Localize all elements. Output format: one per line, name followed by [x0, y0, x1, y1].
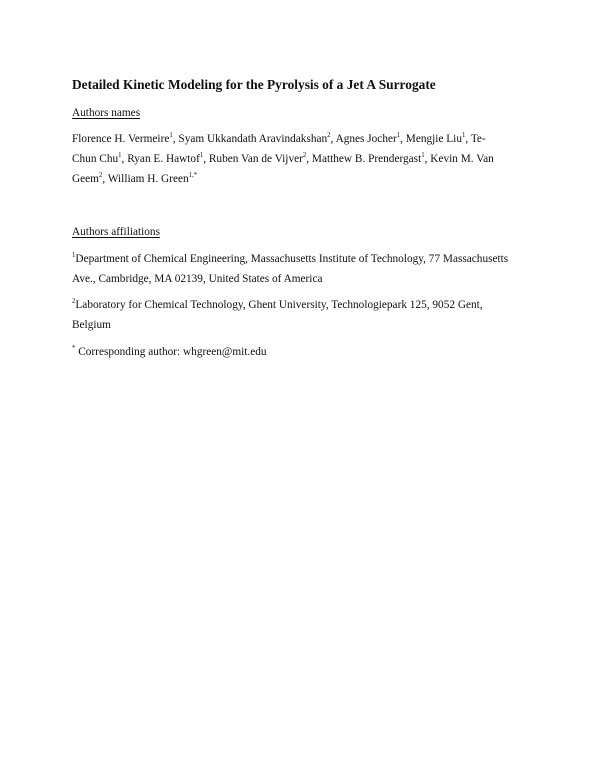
- author-list: [72, 129, 532, 189]
- author-text: , Ruben Van de Vijver: [203, 153, 303, 165]
- author-text: Chun Chu: [72, 153, 119, 165]
- corresponding-marker: *: [72, 345, 76, 352]
- affiliation-line: [72, 295, 532, 315]
- author-superscript: 2: [98, 172, 103, 179]
- authors-heading: Authors names: [72, 107, 141, 119]
- affiliation-line: [72, 315, 532, 335]
- affiliation-item: [72, 249, 532, 289]
- affiliation-marker: 2: [72, 298, 76, 305]
- author-text: , Te-: [465, 133, 486, 145]
- author-text: , Ryan E. Hawtof: [121, 153, 200, 165]
- paper-title: Detailed Kinetic Modeling for the Pyrolysis of a Jet A Surrogate: [72, 77, 436, 92]
- author-superscript: 2: [327, 132, 331, 139]
- author-superscript: 1: [199, 152, 204, 159]
- author-superscript: 1: [461, 132, 466, 139]
- author-text: , Mengjie Liu: [400, 133, 462, 145]
- author-superscript: 1: [118, 152, 122, 159]
- author-line: [72, 129, 532, 149]
- affiliation-marker: 1: [72, 252, 76, 259]
- author-text: , Matthew B. Prendergast: [306, 153, 422, 165]
- affiliation-text: Belgium: [72, 319, 111, 331]
- author-text: , William H. Green: [102, 173, 189, 185]
- corresponding-author: [72, 342, 532, 362]
- affiliation-text: Ave., Cambridge, MA 02139, United States of America: [72, 273, 323, 285]
- affiliation-item: [72, 295, 532, 335]
- affiliation-line: [72, 269, 532, 289]
- author-superscript: 2: [302, 152, 307, 159]
- author-text: , Agnes Jocher: [330, 133, 397, 145]
- affiliation-text: Department of Chemical Engineering, Massachusetts Institute of Technology, 77 Massachusetts: [75, 253, 509, 265]
- author-text: , Kevin M. Van: [424, 153, 494, 165]
- author-text: , Syam Ukkandath Aravindakshan: [172, 133, 328, 145]
- author-superscript: 1,*: [188, 172, 198, 179]
- affiliations-heading: Authors affiliations: [72, 226, 160, 238]
- author-superscript: 1: [169, 132, 173, 139]
- author-superscript: 1: [396, 132, 401, 139]
- affiliation-line: [72, 249, 532, 269]
- corresponding-line: [72, 342, 532, 362]
- author-line: [72, 169, 532, 189]
- affiliation-text: Laboratory for Chemical Technology, Ghent University, Technologiepark 125, 9052 Gent,: [75, 299, 483, 311]
- author-superscript: 1: [421, 152, 425, 159]
- author-text: Florence H. Vermeire: [72, 133, 170, 145]
- corresponding-text: Corresponding author: whgreen@mit.edu: [75, 346, 267, 358]
- author-text: Geem: [72, 173, 99, 185]
- author-line: [72, 149, 532, 169]
